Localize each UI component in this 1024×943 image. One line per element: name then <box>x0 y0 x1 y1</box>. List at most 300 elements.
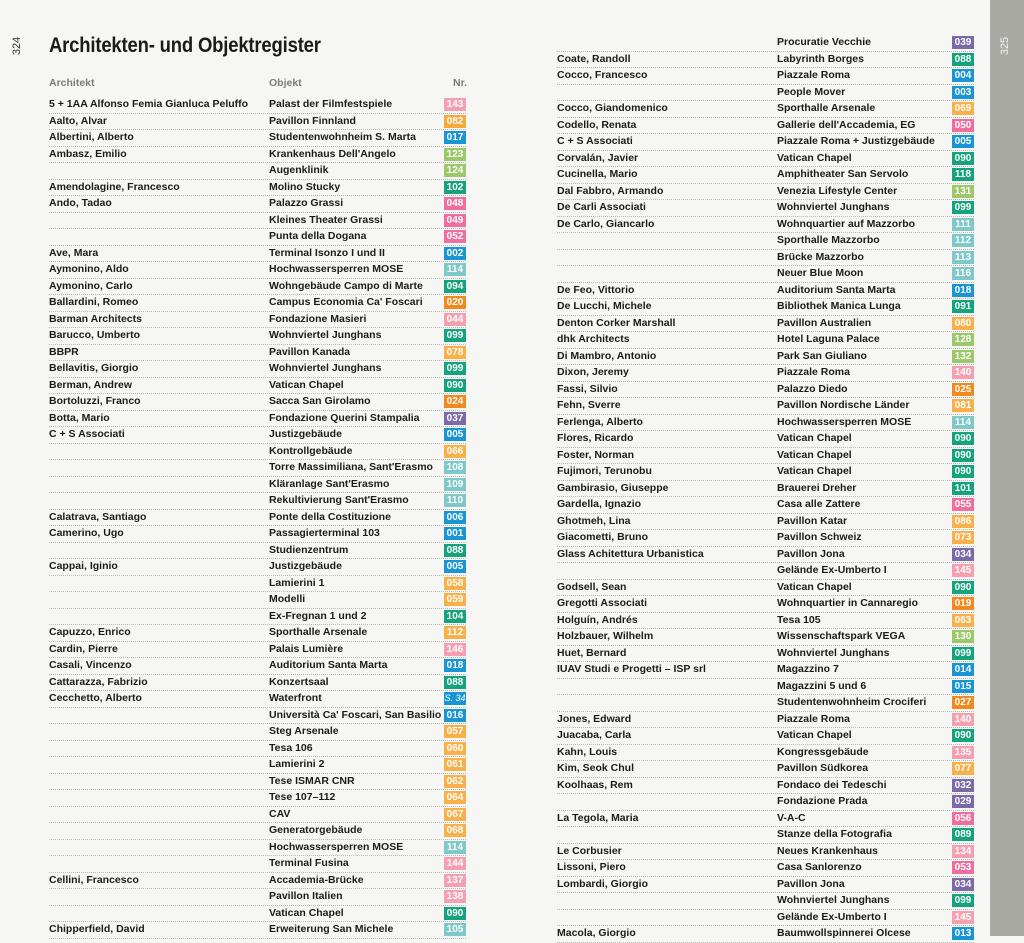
object-name: Piazzale Roma <box>777 69 850 81</box>
architect-name: Ave, Mara <box>49 246 99 259</box>
register-row <box>557 299 974 316</box>
register-row <box>49 444 466 461</box>
architect-name: De Lucchi, Michele <box>557 300 652 312</box>
architect-name: Gregotti Associati <box>557 597 648 609</box>
register-row <box>49 873 466 890</box>
object-number-badge: 077 <box>952 762 974 775</box>
register-row <box>557 365 974 382</box>
object-number-badge: 037 <box>444 412 466 425</box>
architect-name: Camerino, Ugo <box>49 527 124 539</box>
object-number-badge: 001 <box>444 527 466 540</box>
object-name: Wohngebäude Campo di Marte <box>269 279 423 292</box>
architect-name: Codello, Renata <box>557 118 637 131</box>
object-name: Tesa 105 <box>777 613 821 626</box>
object-name: Pavillon Nordische Länder <box>777 399 910 411</box>
architect-name: Botta, Mario <box>49 411 110 424</box>
register-row <box>49 790 466 807</box>
object-name: Palast der Filmfestspiele <box>269 98 393 110</box>
register-list-right <box>557 35 974 943</box>
object-name: Vatican Chapel <box>777 448 852 461</box>
architect-name: Godsell, Sean <box>557 580 627 593</box>
architect-name: Foster, Norman <box>557 448 635 461</box>
object-name: Stanze della Fotografia <box>777 828 892 840</box>
object-number-badge: 137 <box>444 874 466 887</box>
register-row <box>49 592 466 609</box>
register-row <box>557 266 974 283</box>
architect-name: Cattarazza, Fabrizio <box>49 675 148 688</box>
page-number-left: 324 <box>11 36 24 56</box>
object-name: Kongressgebäude <box>777 745 869 758</box>
object-name: Pavillon Australien <box>777 316 872 329</box>
object-name: Wissenschaftspark VEGA <box>777 630 906 642</box>
architect-name: Cucinella, Mario <box>557 168 638 180</box>
object-number-badge: 056 <box>952 812 974 825</box>
architect-name: BBPR <box>49 345 79 358</box>
register-row <box>49 378 466 395</box>
object-name: Augenklinik <box>269 164 329 176</box>
object-name: Studentenwohnheim S. Marta <box>269 131 417 143</box>
object-name: Neuer Blue Moon <box>777 267 864 279</box>
architect-name: IUAV Studi e Progetti – ISP srl <box>557 663 706 675</box>
object-name: Campus Economia Ca' Foscari <box>269 296 423 308</box>
register-row <box>49 576 466 593</box>
register-row <box>557 118 974 135</box>
object-number-badge: 090 <box>952 432 974 445</box>
page-edge-tab <box>990 0 1024 936</box>
object-number-badge: 019 <box>952 597 974 610</box>
object-name: Wohnquartier auf Mazzorbo <box>777 217 916 230</box>
register-row <box>49 262 466 279</box>
architect-name: Huet, Bernard <box>557 646 627 659</box>
object-number-badge: 088 <box>444 676 466 689</box>
architect-name: C + S Associati <box>49 428 125 440</box>
object-number-badge: 108 <box>444 461 466 474</box>
object-number-badge: 015 <box>952 680 974 693</box>
architect-name: Cocco, Giandomenico <box>557 102 668 114</box>
architect-name: Corvalán, Javier <box>557 151 639 164</box>
register-row <box>557 398 974 415</box>
object-number-badge: 099 <box>444 329 466 342</box>
register-row <box>557 728 974 745</box>
object-name: Gelände Ex-Umberto I <box>777 564 887 576</box>
object-number-badge: 144 <box>444 857 466 870</box>
object-number-badge: 082 <box>444 115 466 128</box>
object-number-badge: 003 <box>952 86 974 99</box>
object-number-badge: 145 <box>952 911 974 924</box>
object-number-badge: S. 34 <box>444 693 466 703</box>
register-row <box>49 840 466 857</box>
object-name: Procuratie Vecchie <box>777 36 871 48</box>
object-number-badge: 014 <box>952 663 974 676</box>
register-row <box>49 691 466 708</box>
architect-name: Fehn, Sverre <box>557 399 621 411</box>
object-name: Pavillon Schweiz <box>777 531 862 543</box>
register-row <box>557 250 974 267</box>
object-name: Tesa 106 <box>269 741 313 754</box>
object-number-badge: 131 <box>952 185 974 198</box>
object-number-badge: 059 <box>444 593 466 606</box>
register-row <box>49 345 466 362</box>
object-name: V-A-C <box>777 811 806 824</box>
object-name: Piazzale Roma + Justizgebäude <box>777 135 935 147</box>
object-name: Studentenwohnheim Crociferi <box>777 696 927 708</box>
object-number-badge: 124 <box>444 164 466 177</box>
object-number-badge: 116 <box>952 267 974 280</box>
register-row <box>49 279 466 296</box>
object-number-badge: 016 <box>444 709 466 722</box>
object-number-badge: 086 <box>952 515 974 528</box>
architect-name: 5 + 1AA Alfonso Femia Gianluca Peluffo <box>49 98 249 110</box>
object-name: Wohnviertel Junghans <box>777 894 890 906</box>
object-number-badge: 114 <box>444 841 466 854</box>
object-name: Gelände Ex-Umberto I <box>777 910 887 923</box>
object-name: Palazzo Diedo <box>777 382 848 395</box>
architect-name: Holguín, Andrés <box>557 613 638 626</box>
object-name: Magazzini 5 und 6 <box>777 679 867 692</box>
object-number-badge: 080 <box>952 317 974 330</box>
object-number-badge: 034 <box>952 878 974 891</box>
register-row <box>557 167 974 184</box>
object-number-badge: 032 <box>952 779 974 792</box>
object-name: Hochwassersperren MOSE <box>269 263 404 275</box>
object-name: Università Ca' Foscari, San Basilio <box>269 708 441 721</box>
register-row <box>557 646 974 663</box>
object-number-badge: 104 <box>444 610 466 623</box>
register-row <box>557 184 974 201</box>
register-row <box>49 906 466 923</box>
architect-name: Casali, Vincenzo <box>49 659 132 671</box>
object-name: Vatican Chapel <box>269 378 344 391</box>
register-row <box>557 811 974 828</box>
register-row <box>557 679 974 696</box>
object-number-badge: 123 <box>444 148 466 161</box>
architect-name: Cecchetto, Alberto <box>49 692 142 704</box>
object-number-badge: 134 <box>952 845 974 858</box>
register-row <box>49 427 466 444</box>
object-name: Tese ISMAR CNR <box>269 774 355 787</box>
register-row <box>557 778 974 795</box>
register-row <box>49 411 466 428</box>
object-name: Brauerei Dreher <box>777 481 857 494</box>
architect-name: Ferlenga, Alberto <box>557 415 643 428</box>
object-number-badge: 140 <box>952 366 974 379</box>
architect-name: Amendolagine, Francesco <box>49 180 180 193</box>
register-row <box>557 893 974 910</box>
architect-name: Ghotmeh, Lina <box>557 514 631 527</box>
architect-name: Koolhaas, Rem <box>557 778 633 791</box>
register-row <box>557 580 974 597</box>
architect-name: Ballardini, Romeo <box>49 296 139 308</box>
register-row <box>557 101 974 118</box>
object-number-badge: 132 <box>952 350 974 363</box>
object-name: Molino Stucky <box>269 180 341 193</box>
register-row <box>557 629 974 646</box>
register-row <box>49 477 466 494</box>
architect-name: Giacometti, Bruno <box>557 531 649 543</box>
object-name: Venezia Lifestyle Center <box>777 184 898 197</box>
register-row <box>49 823 466 840</box>
object-number-badge: 135 <box>952 746 974 759</box>
object-number-badge: 058 <box>444 577 466 590</box>
object-number-badge: 090 <box>952 581 974 594</box>
register-row <box>557 827 974 844</box>
object-name: Lamierini 1 <box>269 576 325 589</box>
register-row <box>557 68 974 85</box>
register-row <box>49 708 466 725</box>
register-row <box>49 724 466 741</box>
object-number-badge: 018 <box>952 284 974 297</box>
object-name: Pavillon Katar <box>777 514 848 527</box>
architect-name: Chipperfield, David <box>49 923 145 935</box>
object-number-badge: 005 <box>952 135 974 148</box>
architect-name: De Feo, Vittorio <box>557 283 635 296</box>
object-name: Pavillon Finnland <box>269 114 356 127</box>
object-number-badge: 112 <box>444 626 466 639</box>
object-name: Terminal Isonzo I und II <box>269 246 385 259</box>
register-row <box>49 807 466 824</box>
object-name: Accademia-Brücke <box>269 873 364 886</box>
object-name: Pavillon Italien <box>269 890 343 902</box>
object-name: Casa alle Zattere <box>777 498 861 510</box>
register-row <box>49 147 466 164</box>
object-number-badge: 050 <box>952 119 974 132</box>
register-row <box>557 745 974 762</box>
register-row <box>49 394 466 411</box>
object-name: Ponte della Costituzione <box>269 510 391 523</box>
object-name: Passagierterminal 103 <box>269 527 380 539</box>
object-name: Gallerie dell'Accademia, EG <box>777 118 916 131</box>
register-row <box>557 316 974 333</box>
object-number-badge: 114 <box>444 263 466 276</box>
register-row <box>557 349 974 366</box>
register-row <box>557 596 974 613</box>
architect-name: Aymonino, Aldo <box>49 263 129 275</box>
register-row <box>557 761 974 778</box>
object-name: Piazzale Roma <box>777 366 850 378</box>
object-name: Wohnviertel Junghans <box>269 362 382 374</box>
object-name: Rekultivierung Sant'Erasmo <box>269 494 409 506</box>
architect-name: Berman, Andrew <box>49 378 133 391</box>
register-row <box>557 497 974 514</box>
architect-name: Juacaba, Carla <box>557 729 632 741</box>
register-row <box>557 151 974 168</box>
register-row <box>557 712 974 729</box>
object-number-badge: 060 <box>444 742 466 755</box>
register-row <box>557 695 974 712</box>
register-row <box>557 217 974 234</box>
object-name: Wohnviertel Junghans <box>777 201 890 213</box>
register-row <box>49 642 466 659</box>
object-number-badge: 066 <box>444 445 466 458</box>
object-name: Palazzo Grassi <box>269 197 344 209</box>
register-row <box>557 415 974 432</box>
object-name: Wohnviertel Junghans <box>269 329 382 341</box>
architect-name: Lombardi, Giorgio <box>557 877 648 890</box>
object-number-badge: 025 <box>952 383 974 396</box>
object-number-badge: 088 <box>952 53 974 66</box>
register-row <box>49 328 466 345</box>
object-number-badge: 145 <box>952 564 974 577</box>
object-name: Amphitheater San Servolo <box>777 168 909 180</box>
architect-name: Holzbauer, Wilhelm <box>557 630 654 642</box>
page-number-right: 325 <box>999 36 1012 56</box>
register-row <box>49 625 466 642</box>
object-number-badge: 063 <box>952 614 974 627</box>
register-row <box>49 229 466 246</box>
right-page <box>512 0 990 939</box>
object-number-badge: 068 <box>444 824 466 837</box>
object-name: Sporthalle Mazzorbo <box>777 234 880 246</box>
architect-name: Le Corbusier <box>557 844 622 857</box>
object-name: Tese 107–112 <box>269 791 336 803</box>
register-row <box>49 559 466 576</box>
architect-name: Lissoni, Piero <box>557 861 626 873</box>
register-row <box>557 52 974 69</box>
architect-name: Gambirasio, Giuseppe <box>557 481 669 494</box>
register-row <box>557 547 974 564</box>
object-number-badge: 090 <box>952 449 974 462</box>
header-object: Objekt <box>269 77 302 89</box>
object-name: Pavillon Jona <box>777 547 845 560</box>
object-name: Labyrinth Borges <box>777 52 864 65</box>
register-row <box>557 926 974 943</box>
object-number-badge: 105 <box>444 923 466 936</box>
architect-name: Calatrava, Santiago <box>49 510 147 523</box>
object-number-badge: 118 <box>952 168 974 181</box>
register-row <box>557 860 974 877</box>
object-name: Pavillon Kanada <box>269 345 351 358</box>
header-nr: Nr. <box>453 77 468 89</box>
object-name: Bibliothek Manica Lunga <box>777 300 901 312</box>
register-row <box>557 464 974 481</box>
object-name: Justizgebäude <box>269 560 342 572</box>
object-name: Piazzale Roma <box>777 712 850 725</box>
object-number-badge: 091 <box>952 300 974 313</box>
object-number-badge: 099 <box>952 894 974 907</box>
register-list-left <box>49 97 466 939</box>
object-name: Kleines Theater Grassi <box>269 213 383 226</box>
object-name: Wohnquartier in Cannaregio <box>777 597 918 609</box>
object-name: Justizgebäude <box>269 428 342 440</box>
object-number-badge: 053 <box>952 861 974 874</box>
object-name: Modelli <box>269 593 306 605</box>
object-number-badge: 005 <box>444 428 466 441</box>
architect-name: Coate, Randoll <box>557 52 631 65</box>
architect-name: Glass Achitettura Urbanistica <box>557 547 704 560</box>
register-row <box>557 431 974 448</box>
register-row <box>49 510 466 527</box>
register-row <box>557 35 974 52</box>
object-name: Konzertsaal <box>269 675 329 688</box>
register-row <box>557 613 974 630</box>
register-row <box>557 910 974 927</box>
architect-name: Aymonino, Carlo <box>49 279 133 292</box>
object-name: People Mover <box>777 85 846 98</box>
object-number-badge: 055 <box>952 498 974 511</box>
register-row <box>557 448 974 465</box>
architect-name: Aalto, Alvar <box>49 114 107 127</box>
object-name: Erweiterung San Michele <box>269 923 394 935</box>
left-page <box>0 0 512 936</box>
architect-name: Fassi, Silvio <box>557 382 618 395</box>
object-number-badge: 130 <box>952 630 974 643</box>
page-title: Architekten- und Objektregister <box>49 34 321 57</box>
architect-name: dhk Architects <box>557 333 630 345</box>
object-name: Vatican Chapel <box>777 432 852 444</box>
architect-name: Cappai, Iginio <box>49 560 118 572</box>
object-number-badge: 102 <box>444 181 466 194</box>
architect-name: Bortoluzzi, Franco <box>49 395 141 407</box>
register-row <box>49 180 466 197</box>
object-number-badge: 005 <box>444 560 466 573</box>
architect-name: Jones, Edward <box>557 712 632 725</box>
register-row <box>49 609 466 626</box>
object-number-badge: 109 <box>444 478 466 491</box>
register-row <box>49 213 466 230</box>
register-row <box>49 460 466 477</box>
register-row <box>557 481 974 498</box>
architect-name: Kahn, Louis <box>557 745 618 758</box>
register-row <box>557 563 974 580</box>
object-number-badge: 090 <box>444 379 466 392</box>
object-name: Sporthalle Arsenale <box>269 626 368 638</box>
register-row <box>557 134 974 151</box>
register-row <box>49 856 466 873</box>
object-name: Palais Lumière <box>269 642 344 655</box>
architect-name: C + S Associati <box>557 135 633 147</box>
object-name: Vatican Chapel <box>777 151 852 164</box>
architect-name: Cellini, Francesco <box>49 873 139 886</box>
object-name: Baumwollspinnerei Olcese <box>777 927 911 939</box>
architect-name: De Carlo, Giancarlo <box>557 217 655 230</box>
register-row <box>49 741 466 758</box>
object-number-badge: 090 <box>952 465 974 478</box>
architect-name: Kim, Seok Chul <box>557 762 635 774</box>
architect-name: Ando, Tadao <box>49 197 112 209</box>
object-number-badge: 099 <box>444 362 466 375</box>
object-name: Generatorgebäude <box>269 824 363 836</box>
register-row <box>49 526 466 543</box>
architect-name: Capuzzo, Enrico <box>49 626 131 638</box>
object-number-badge: 006 <box>444 511 466 524</box>
object-number-badge: 094 <box>444 280 466 293</box>
object-number-badge: 039 <box>952 36 974 49</box>
object-name: Wohnviertel Junghans <box>777 646 890 659</box>
object-name: Lamierini 2 <box>269 758 325 770</box>
object-number-badge: 027 <box>952 696 974 709</box>
object-name: Fondazione Querini Stampalia <box>269 411 420 424</box>
register-row <box>49 312 466 329</box>
object-name: Studienzentrum <box>269 543 349 556</box>
register-row <box>49 675 466 692</box>
architect-name: Gardella, Ignazio <box>557 498 642 510</box>
object-number-badge: 052 <box>444 230 466 243</box>
object-number-badge: 004 <box>952 69 974 82</box>
object-name: Park San Giuliano <box>777 349 867 362</box>
register-row <box>557 530 974 547</box>
object-name: Pavillon Jona <box>777 877 845 890</box>
register-row <box>49 774 466 791</box>
register-row <box>49 889 466 906</box>
architect-name: Macola, Giorgio <box>557 927 636 939</box>
architect-name: Barman Architects <box>49 312 142 325</box>
register-row <box>49 295 466 312</box>
object-name: Krankenhaus Dell'Angelo <box>269 147 396 160</box>
object-name: Vatican Chapel <box>777 729 852 741</box>
object-number-badge: 044 <box>444 313 466 326</box>
register-row <box>49 757 466 774</box>
object-name: Vatican Chapel <box>269 906 344 919</box>
